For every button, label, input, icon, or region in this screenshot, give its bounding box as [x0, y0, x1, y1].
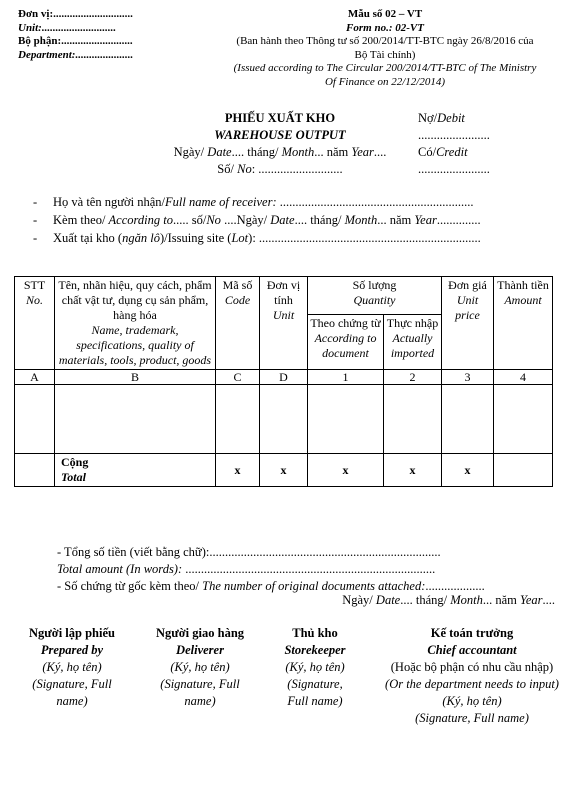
- info-lines: [33, 193, 481, 247]
- site-lot-vi: ngăn lô: [122, 231, 160, 245]
- attached-month: Month: [344, 213, 378, 227]
- x-mark: x: [442, 454, 494, 487]
- site-vi: Xuất tại kho (: [53, 231, 123, 245]
- x-mark: x: [308, 454, 384, 487]
- orig-docs-en: The number of original documents attached:: [202, 579, 426, 593]
- col-name: [55, 277, 216, 370]
- attached-mid3: .... tháng/: [294, 213, 345, 227]
- total-row: [15, 454, 553, 487]
- attached-line: [33, 211, 481, 229]
- month-label: Month: [281, 145, 315, 159]
- unit-vi: Đơn vị tính: [266, 278, 301, 307]
- col-price: [442, 277, 494, 370]
- year-prefix: ... năm: [314, 145, 352, 159]
- title-date: [150, 144, 410, 161]
- blank-cell[interactable]: [216, 385, 260, 454]
- total-words-en: Total amount (In words):: [57, 562, 183, 576]
- x-mark: x: [384, 454, 442, 487]
- blank-cell[interactable]: [15, 385, 55, 454]
- letter-cell: 2: [384, 370, 442, 385]
- qty-doc-en: According to document: [314, 330, 377, 360]
- year-label: Year: [520, 593, 543, 607]
- header-right: [215, 8, 555, 89]
- credit-vi: Có/: [418, 145, 437, 159]
- attached-date: Date: [270, 213, 295, 227]
- sign-vi: (Ký, họ tên): [42, 660, 102, 674]
- footer-lines: [57, 544, 485, 595]
- receiver-vi: Họ và tên người nhận/: [53, 195, 165, 209]
- total-words-en-dots: ................................................................................: [182, 562, 436, 576]
- blank-cell[interactable]: [55, 385, 216, 454]
- letter-cell: A: [15, 370, 55, 385]
- debit-dots: .......................: [418, 128, 490, 142]
- accountant-vi: Kế toán trưởng: [430, 626, 514, 640]
- col-code: [216, 277, 260, 370]
- date-end: ....: [373, 145, 387, 159]
- accountant-note-vi: (Hoặc bộ phận có nhu cầu nhập): [390, 660, 554, 674]
- sign-en-1: (Signature, Full: [32, 677, 112, 691]
- issued-note-en-2: Of Finance on 22/12/2014): [324, 75, 446, 88]
- attached-no: No: [206, 213, 221, 227]
- x-mark: x: [260, 454, 308, 487]
- amount-en: Amount: [504, 293, 542, 307]
- blank-row: [15, 385, 553, 454]
- col-quantity: [308, 277, 442, 315]
- receiver-en: Full name of receiver:: [164, 195, 277, 209]
- x-mark: x: [216, 454, 260, 487]
- title-en: WAREHOUSE OUTPUT: [214, 128, 346, 142]
- col-amount: [494, 277, 553, 370]
- date-label: Date: [375, 593, 401, 607]
- signature-preparer: [12, 625, 132, 710]
- blank-cell[interactable]: [308, 385, 384, 454]
- total-words-line: - Tổng số tiền (viết bằng chữ):..........................................................................: [57, 545, 441, 559]
- sign-en-2: name): [56, 694, 88, 708]
- unit-line: Đơn vị:.............................: [18, 8, 133, 20]
- attached-mid: ..... số/: [173, 213, 207, 227]
- dash: -: [33, 213, 38, 227]
- signature-accountant: [366, 625, 578, 727]
- name-vi: Tên, nhãn hiệu, quy cách, phẩm chất vật tư, dụng cụ sản phẩm, hàng hóa: [58, 278, 212, 322]
- sign-vi: (Ký, họ tên): [285, 660, 345, 674]
- receiver-dots: ..............................................................: [276, 195, 474, 209]
- unit-en: Unit: [272, 308, 295, 322]
- sign-en-2: Full name): [287, 694, 343, 708]
- blank-cell[interactable]: [494, 385, 553, 454]
- form-number: Mẫu số 02 – VT: [347, 8, 423, 20]
- letter-cell: C: [216, 370, 260, 385]
- site-mid: )/Issuing site (: [159, 231, 232, 245]
- blank-cell[interactable]: [384, 385, 442, 454]
- letter-cell: 3: [442, 370, 494, 385]
- stt-vi: STT: [23, 278, 46, 292]
- unit-line-en: Unit:...........................: [18, 21, 117, 34]
- deliverer-vi: Người giao hàng: [155, 626, 245, 640]
- attached-mid4: ... năm: [377, 213, 415, 227]
- col-unit: [260, 277, 308, 370]
- year-label: Year: [351, 145, 374, 159]
- dash: -: [33, 195, 38, 209]
- col-stt: [15, 277, 55, 370]
- header-left: [18, 8, 133, 62]
- site-end: ): .......................................................................: [248, 231, 481, 245]
- date-end: ....: [542, 593, 555, 607]
- site-lot-en: Lot: [231, 231, 249, 245]
- month-prefix: .... tháng/: [400, 593, 451, 607]
- letter-cell: 4: [494, 370, 553, 385]
- signature-storekeeper: [268, 625, 362, 710]
- signature-deliverer: [138, 625, 262, 710]
- sign-en-2: name): [184, 694, 216, 708]
- letter-cell: 1: [308, 370, 384, 385]
- deliverer-en: Deliverer: [176, 643, 224, 657]
- price-en: Unit price: [455, 293, 480, 322]
- preparer-en: Prepared by: [40, 643, 104, 657]
- preparer-vi: Người lập phiếu: [29, 626, 115, 640]
- form-number-en: Form no.: 02-VT: [346, 21, 424, 34]
- total-empty: [15, 454, 55, 487]
- sign-vi: (Ký, họ tên): [442, 694, 502, 708]
- issued-note-1: (Ban hành theo Thông tư số 200/2014/TT-BTC ngày 26/8/2016 của: [236, 35, 534, 47]
- blank-cell[interactable]: [260, 385, 308, 454]
- sign-en-1: (Signature,: [287, 677, 343, 691]
- month-prefix: .... tháng/: [231, 145, 282, 159]
- letter-cell: B: [55, 370, 216, 385]
- no-prefix: Số/: [217, 162, 238, 176]
- month-label: Month: [450, 593, 483, 607]
- title-vi: PHIẾU XUẤT KHO: [224, 111, 336, 125]
- footer-date: [342, 593, 555, 608]
- code-en: Code: [224, 293, 251, 307]
- col-qty-actual: [384, 314, 442, 369]
- items-table: [14, 276, 553, 487]
- storekeeper-en: Storekeeper: [284, 643, 346, 657]
- total-words-en-line: [57, 561, 485, 578]
- dept-line: Bộ phận:..........................: [18, 35, 133, 47]
- sign-en: (Signature, Full name): [415, 711, 529, 725]
- debit-vi: Nợ/: [418, 111, 438, 125]
- qty-en: Quantity: [353, 293, 396, 307]
- attached-year: Year: [414, 213, 437, 227]
- date-label: Date: [207, 145, 232, 159]
- attached-vi: Kèm theo/: [53, 213, 109, 227]
- letter-cell: D: [260, 370, 308, 385]
- name-en: Name, trademark, specifications, quality of materials, tools, product, goods: [58, 323, 212, 367]
- issued-note-2: Bộ Tài chính): [354, 48, 416, 61]
- credit-line: [418, 144, 490, 161]
- year-prefix: ... năm: [482, 593, 521, 607]
- date-prefix: Ngày/: [342, 593, 376, 607]
- site-line: [33, 229, 481, 247]
- total-amount[interactable]: [494, 454, 553, 487]
- sign-vi: (Ký, họ tên): [170, 660, 230, 674]
- debit-line: [418, 110, 490, 127]
- title-number: [150, 161, 410, 178]
- price-vi: Đơn giá: [448, 278, 487, 292]
- credit-dots: .......................: [418, 162, 490, 176]
- orig-docs-vi: - Số chứng từ gốc kèm theo/: [57, 579, 203, 593]
- amount-vi: Thành tiền: [497, 278, 549, 292]
- blank-cell[interactable]: [442, 385, 494, 454]
- debit-en: Debit: [437, 111, 465, 125]
- no-dots: : ...........................: [251, 162, 343, 176]
- no-label: No: [237, 162, 252, 176]
- dash: -: [33, 231, 38, 245]
- total-vi: Cộng: [61, 455, 89, 469]
- qty-doc-vi: Theo chứng từ: [310, 315, 381, 330]
- orig-docs-dots: ...................: [425, 579, 485, 593]
- qty-vi: Số lượng: [352, 278, 397, 292]
- code-vi: Mã số: [222, 278, 253, 292]
- letters-row: [15, 370, 553, 385]
- receiver-line: [33, 193, 481, 211]
- sign-en-1: (Signature, Full: [160, 677, 240, 691]
- qty-act-en: Actually imported: [390, 330, 435, 360]
- issued-note-en-1: (Issued according to The Circular 200/2014/TT-BTC of The Ministry: [233, 62, 537, 74]
- total-en: Total: [61, 470, 86, 484]
- debit-credit: [418, 110, 490, 178]
- document-title: [150, 110, 410, 178]
- storekeeper-vi: Thủ kho: [292, 626, 338, 640]
- attached-end: ..............: [436, 213, 481, 227]
- qty-act-vi: Thực nhập: [386, 315, 439, 330]
- stt-en: No.: [25, 293, 43, 307]
- header-row: [15, 277, 553, 315]
- total-label: [55, 454, 216, 487]
- attached-en: According to: [108, 213, 173, 227]
- dept-line-en: Department:.....................: [18, 48, 134, 61]
- credit-en: Credit: [436, 145, 468, 159]
- attached-mid2: ....Ngày/: [220, 213, 271, 227]
- date-prefix: Ngày/: [173, 145, 208, 159]
- col-qty-document: [308, 314, 384, 369]
- accountant-en: Chief accountant: [427, 643, 517, 657]
- accountant-note-en: (Or the department needs to input): [385, 677, 559, 691]
